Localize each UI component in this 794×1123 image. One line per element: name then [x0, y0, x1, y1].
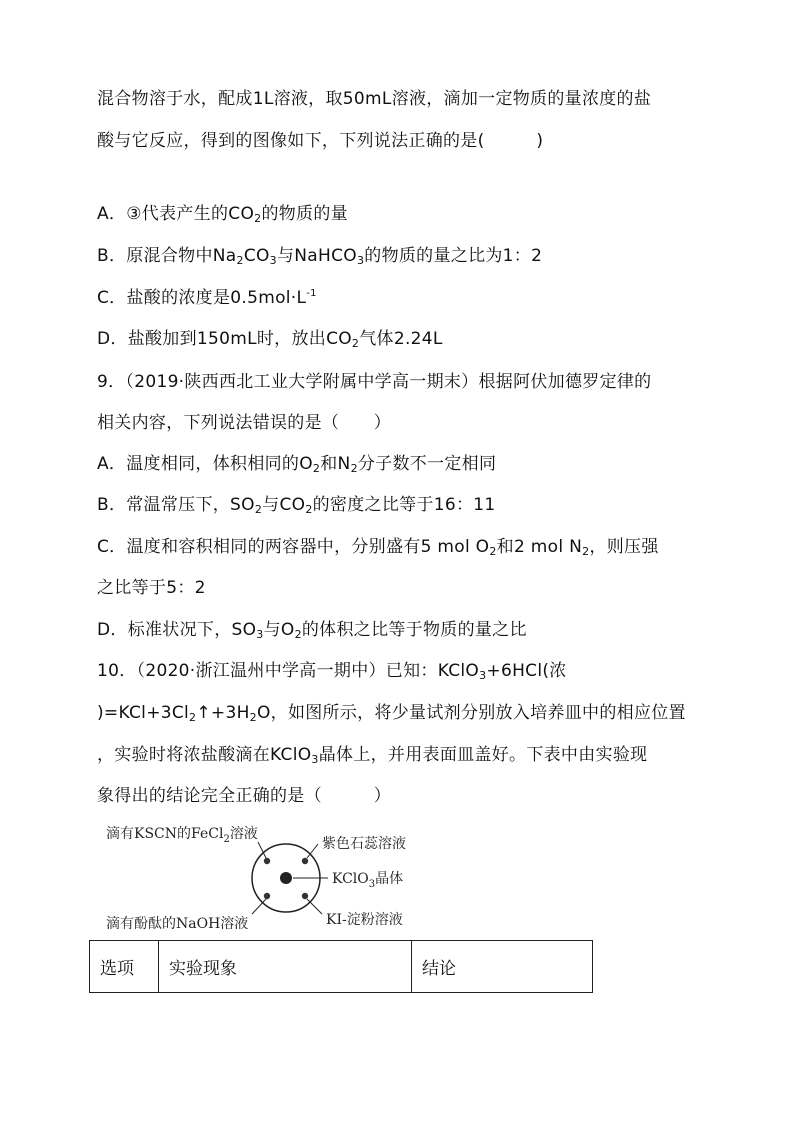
petri-dish-diagram	[100, 818, 440, 938]
header-conclusion: 结论	[412, 941, 593, 993]
q9-stem-line1: 9．（2019·陕西西北工业大学附属中学高一期末）根据阿伏加德罗定律的	[97, 372, 652, 392]
q8-option-a: A．③代表产生的$CO_2$的物质的量	[97, 204, 348, 225]
q10-stem-line4: 象得出的结论完全正确的是（ ）	[97, 786, 392, 806]
results-table	[89, 940, 593, 993]
center-crystal-spot	[280, 872, 292, 884]
label-kclo3-crystal: KClO$_3$晶体	[332, 871, 404, 890]
label-phenolphthalein-naoh: 滴有酚酞的NaOH溶液	[106, 916, 249, 932]
spot-top-left	[264, 858, 270, 864]
label-kscn-fecl2: 滴有KSCN的FeCl$_2$溶液	[106, 826, 258, 845]
q8-option-b: B．原混合物中$Na_2CO_3$与NaHCO$_3$的物质的量之比为1：2	[97, 246, 543, 267]
spot-bottom-right	[302, 893, 308, 899]
q8-stem-line1: 混合物溶于水，配成1L溶液，取50mL溶液，滴加一定物质的量浓度的盐	[97, 89, 652, 109]
leader-bottom-right	[307, 899, 322, 914]
label-ki-starch: KI-淀粉溶液	[326, 912, 403, 928]
q10-stem-line1: 10．（2020·浙江温州中学高一期中）已知：KClO$_3$+6HCl(浓	[97, 661, 567, 682]
q9-option-d: D．标准状况下，$SO_3$与$O_2$的体积之比等于物质的量之比	[97, 620, 527, 641]
q8-option-d: D．盐酸加到150mL时，放出$CO_2$气体2.24L	[97, 329, 443, 350]
q10-stem-line3: ，实验时将浓盐酸滴在KClO$_3$晶体上，并用表面皿盖好。下表中由实验现	[97, 745, 648, 766]
q8-stem-line2: 酸与它反应，得到的图像如下，下列说法正确的是( )	[97, 131, 544, 151]
q9-option-a: A．温度相同，体积相同的$O_2$和$N_2$分子数不一定相同	[97, 454, 497, 475]
q9-option-c-line2: 之比等于5：2	[97, 578, 206, 598]
leader-bottom-left	[252, 899, 266, 914]
spot-top-right	[302, 858, 308, 864]
q9-stem-line2: 相关内容，下列说法错误的是（ ）	[97, 413, 392, 433]
header-phenomenon: 实验现象	[159, 941, 412, 993]
leader-top-left	[258, 842, 266, 858]
header-option: 选项	[90, 941, 159, 993]
q9-option-c-line1: C．温度和容积相同的两容器中，分别盛有5 mol $O_2$和2 mol $N_2$，则压强	[97, 537, 659, 558]
q9-option-b: B．常温常压下，$SO_2$与$CO_2$的密度之比等于16：11	[97, 495, 496, 516]
spot-bottom-left	[264, 893, 270, 899]
q10-stem-line2: )$=KCl+3Cl_2↑+3H_2O$，如图所示，将少量试剂分别放入培养皿中的相应位置	[97, 703, 686, 724]
table-header-row	[90, 941, 593, 993]
label-litmus: 紫色石蕊溶液	[322, 836, 406, 852]
q8-option-c: C．盐酸的浓度是$0.5mol\cdot L^{-1}$	[97, 288, 317, 308]
